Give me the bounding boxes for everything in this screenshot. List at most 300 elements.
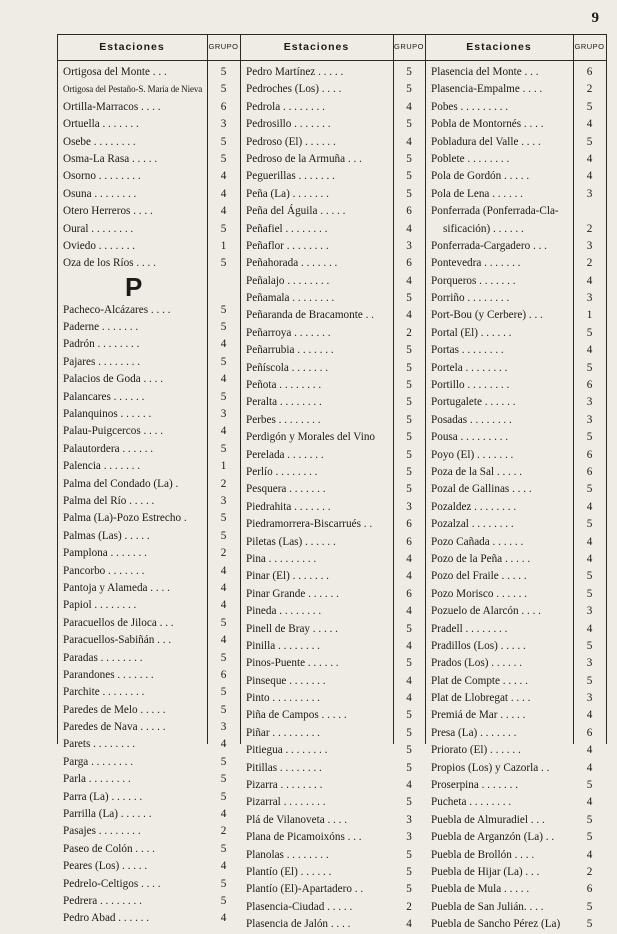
station-group: 5	[406, 292, 412, 305]
station-name: Portugalete . . . . . .	[431, 396, 516, 409]
station-name: Pina . . . . . . . . .	[246, 552, 317, 565]
stations-header: Estaciones	[466, 41, 532, 53]
station-group: 5	[220, 512, 227, 525]
column-divider	[57, 34, 58, 744]
station-group: 5	[406, 379, 412, 392]
station-group: 4	[220, 373, 227, 386]
station-group: 5	[220, 390, 227, 403]
station-name: Pedrelo-Celtigos . . . .	[63, 877, 161, 890]
station-group: 5	[406, 848, 412, 861]
station-name: Peñaranda de Bracamonte . .	[246, 309, 374, 322]
station-group: 1	[220, 239, 227, 252]
station-name: Pozalzal . . . . . . . .	[431, 518, 514, 531]
station-group: 3	[586, 413, 593, 426]
station-name: Puebla de Almuradiel . . .	[431, 813, 545, 826]
station-group: 5	[220, 321, 227, 334]
stations-header: Estaciones	[99, 41, 165, 53]
station-group: 4	[220, 860, 227, 873]
station-group: 4	[586, 274, 593, 287]
station-name: Plantío (El) . . . . . .	[246, 865, 332, 878]
station-name: Papiol . . . . . . . .	[63, 599, 137, 612]
station-name: Oza de los Ríos . . . .	[63, 257, 156, 270]
station-group: 5	[406, 726, 412, 739]
station-group: 5	[220, 686, 227, 699]
station-group: 4	[220, 599, 227, 612]
station-group: 4	[586, 152, 593, 165]
station-name: Puebla de San Julián. . . .	[431, 900, 544, 913]
station-name: Plantío (El)-Apartadero . .	[246, 883, 364, 896]
station-group: 5	[586, 587, 593, 600]
station-name: Pitiegua . . . . . . . .	[246, 744, 328, 757]
station-name: Piletas (Las) . . . . . .	[246, 535, 336, 548]
station-group: 5	[406, 483, 412, 496]
station-name: Parra (La) . . . . . .	[63, 790, 143, 803]
station-group: 4	[220, 581, 227, 594]
station-name: Premiá de Mar . . . . .	[431, 709, 526, 722]
station-group: 6	[586, 465, 593, 478]
station-group: 4	[406, 692, 412, 705]
station-name: Palmas (Las) . . . . .	[63, 529, 150, 542]
station-name: Peñarroya . . . . . . .	[246, 326, 331, 339]
station-group: 5	[406, 744, 412, 757]
station-name: Pinseque . . . . . . .	[246, 674, 326, 687]
station-name: Poyo (El) . . . . . . .	[431, 448, 514, 461]
station-group: 5	[406, 431, 412, 444]
station-name: Osebe . . . . . . . .	[63, 135, 136, 148]
station-name: Portillo . . . . . . . .	[431, 379, 510, 392]
station-group: 4	[220, 187, 227, 200]
station-name: Parrilla (La) . . . . . .	[63, 808, 152, 821]
station-group: 5	[220, 152, 227, 165]
station-name: Plana de Picamoixóns . . .	[246, 831, 362, 844]
station-group: 3	[586, 292, 593, 305]
station-group: 3	[406, 500, 412, 513]
station-group: 4	[220, 564, 227, 577]
station-name: Pobladura del Valle . . . .	[431, 135, 541, 148]
station-name: Ortilla-Marracos . . . .	[63, 100, 161, 113]
station-name: Pinos-Puente . . . . . .	[246, 657, 339, 670]
station-group: 2	[220, 547, 227, 560]
station-name: Peñaflor . . . . . . . .	[246, 239, 329, 252]
station-group: 5	[406, 170, 412, 183]
station-name: Piñar . . . . . . . . .	[246, 726, 320, 739]
station-group: 3	[586, 657, 593, 670]
station-group: 5	[406, 657, 412, 670]
station-name: Perbes . . . . . . . .	[246, 413, 321, 426]
station-name: Pizarra . . . . . . . .	[246, 779, 323, 792]
station-name: Pozuelo de Alarcón . . . .	[431, 605, 541, 618]
station-group: 5	[406, 361, 412, 374]
station-name: Pedroso (El) . . . . . .	[246, 135, 336, 148]
station-group: 5	[220, 703, 227, 716]
station-name: Pesquera . . . . . . .	[246, 483, 326, 496]
station-name: Peñíscola . . . . . . .	[246, 361, 329, 374]
station-name: Paracuellos-Sabiñán . . .	[63, 634, 172, 647]
station-group: 2	[586, 257, 593, 270]
station-group: 3	[586, 187, 593, 200]
station-group: 6	[406, 518, 412, 531]
station-name: Ortigosa del Pestaño-S. María de Nieva	[63, 84, 203, 95]
station-group: 5	[586, 813, 593, 826]
station-name: Perdigón y Morales del Vino	[246, 431, 376, 444]
station-name: Plasencia del Monte . . .	[431, 66, 539, 78]
station-group: 5	[220, 773, 227, 786]
station-group: 6	[406, 535, 412, 548]
station-group: 5	[406, 709, 412, 722]
station-name: Proserpina . . . . . . .	[431, 779, 519, 792]
station-name: Paderne . . . . . . .	[63, 321, 139, 334]
station-group: 5	[586, 918, 593, 931]
station-name: Pantoja y Alameda . . . .	[63, 581, 170, 594]
station-name: Priorato (El) . . . . . .	[431, 744, 521, 757]
station-group: 4	[406, 135, 412, 148]
station-name: Pousa . . . . . . . . .	[431, 431, 509, 444]
station-name: Plá de Vilanoveta . . . .	[246, 813, 348, 826]
station-group: 4	[586, 500, 593, 513]
station-name: Poblete . . . . . . . .	[431, 152, 510, 165]
station-name: Plat de Compte . . . . .	[431, 674, 528, 687]
station-group: 5	[220, 83, 227, 96]
station-group: 4	[220, 634, 227, 647]
station-name: Port-Bou (y Cerbere) . . .	[431, 309, 543, 322]
station-group: 4	[586, 796, 593, 809]
station-name: Pinar (El) . . . . . . .	[246, 570, 329, 583]
station-name: Paradas . . . . . . . .	[63, 651, 143, 664]
station-group: 4	[220, 205, 227, 218]
station-name: Parga . . . . . . . .	[63, 755, 134, 768]
station-name: Parchite . . . . . . . .	[63, 686, 145, 699]
station-group: 4	[406, 100, 412, 113]
station-group: 3	[586, 605, 593, 618]
station-group: 4	[406, 674, 412, 687]
station-name: Pucheta . . . . . . . .	[431, 796, 512, 809]
station-name: Peares (Los) . . . . .	[63, 860, 148, 873]
station-name: Portela . . . . . . . .	[431, 361, 508, 374]
station-group: 5	[220, 842, 227, 855]
station-name: Peña del Águila . . . . .	[246, 205, 346, 218]
station-group: 2	[220, 825, 227, 838]
station-group: 4	[406, 570, 412, 583]
station-group: 6	[586, 726, 593, 739]
station-name: Poza de la Sal . . . . .	[431, 465, 523, 478]
station-name: Pedro Martínez . . . . .	[246, 66, 344, 78]
stations-table	[57, 34, 607, 931]
station-group: 4	[220, 912, 227, 925]
station-name: Pedro Abad . . . . . .	[63, 912, 150, 925]
station-name: Peralta . . . . . . . .	[246, 396, 322, 409]
station-name: Otero Herreros . . . .	[63, 205, 153, 218]
station-group: 5	[586, 483, 593, 496]
station-group: 5	[586, 570, 593, 583]
station-group: 3	[220, 118, 227, 131]
station-group: 6	[406, 587, 412, 600]
station-name: Portas . . . . . . . .	[431, 344, 504, 357]
station-name: Pitillas . . . . . . . .	[246, 761, 322, 774]
station-group: 1	[586, 309, 593, 322]
station-group: 5	[220, 529, 227, 542]
station-group: 4	[586, 552, 593, 565]
station-name: Ortuella . . . . . . .	[63, 118, 139, 131]
station-name: Osma-La Rasa . . . . .	[63, 152, 158, 165]
station-group: 4	[406, 605, 412, 618]
station-group: 5	[406, 622, 412, 635]
station-group: 2	[406, 326, 412, 339]
station-name: Padrón . . . . . . . .	[63, 338, 140, 351]
station-group: 4	[406, 639, 412, 652]
station-name: Pradell . . . . . . . .	[431, 622, 508, 635]
station-name: Peñamala . . . . . . . .	[246, 292, 335, 305]
station-group: 5	[586, 518, 593, 531]
station-name: Peña (La) . . . . . . .	[246, 187, 329, 200]
station-name: Perlío . . . . . . . .	[246, 465, 318, 478]
column-divider	[240, 34, 241, 744]
station-name: Puebla de Arganzón (La) . .	[431, 831, 555, 844]
station-name: Pozo de la Peña . . . . .	[431, 552, 531, 565]
station-name: Peñafiel . . . . . . . .	[246, 222, 328, 235]
station-name: Oural . . . . . . . .	[63, 222, 134, 235]
station-name: Pozo Cañada . . . . . .	[431, 535, 524, 548]
station-name: Pacheco-Alcázares . . . .	[63, 303, 171, 316]
station-group: 5	[220, 616, 227, 629]
station-name: Pasajes . . . . . . . .	[63, 825, 141, 838]
station-name: Pajares . . . . . . . .	[63, 355, 141, 368]
station-group: 5	[586, 779, 593, 792]
station-group: 5	[220, 222, 227, 235]
station-name: Pola de Gordón . . . . .	[431, 170, 530, 183]
station-group: 5	[586, 674, 593, 687]
station-group: 3	[220, 721, 227, 734]
station-name: Pancorbo . . . . . . .	[63, 564, 145, 577]
station-name: Palanquinos . . . . . .	[63, 408, 152, 421]
station-group: 4	[220, 425, 227, 438]
station-group: 3	[406, 813, 412, 826]
station-name: Pedroches (Los) . . . .	[246, 83, 342, 96]
station-group: 5	[220, 303, 227, 316]
station-name: Paredes de Nava . . . . .	[63, 721, 166, 734]
station-group: 5	[220, 135, 227, 148]
station-name: Pozo del Fraile . . . . .	[431, 570, 527, 583]
station-name: Paseo de Colón . . . .	[63, 842, 155, 855]
station-name: Palma del Condado (La) .	[63, 477, 179, 490]
station-name: Parandones . . . . . . .	[63, 668, 154, 681]
station-name: Prados (Los) . . . . . .	[431, 657, 523, 670]
station-group: 2	[406, 900, 412, 913]
station-name: Pinto . . . . . . . . .	[246, 692, 320, 705]
station-group: 5	[586, 831, 593, 844]
station-group: 4	[406, 309, 412, 322]
station-name: Ortigosa del Monte . . .	[63, 66, 167, 78]
station-group: 4	[220, 338, 227, 351]
station-group: 6	[586, 448, 593, 461]
station-name: Piedramorrera-Biscarrués . .	[246, 518, 373, 531]
station-group: 5	[406, 396, 412, 409]
station-group: 4	[586, 848, 593, 861]
station-name: Palma del Río . . . . .	[63, 494, 155, 507]
station-name: Pontevedra . . . . . . .	[431, 257, 521, 270]
station-group: 5	[220, 877, 227, 890]
station-group: 5	[220, 355, 227, 368]
station-name: Paredes de Melo . . . . .	[63, 703, 166, 716]
station-group: 3	[586, 692, 593, 705]
station-name: Portal (El) . . . . . .	[431, 326, 512, 339]
column-divider	[606, 34, 607, 744]
station-name: sificación) . . . . . .	[443, 222, 524, 235]
station-group: 5	[220, 442, 227, 455]
stations-header: Estaciones	[283, 41, 350, 53]
station-name: Puebla de Sancho Pérez (La)	[431, 918, 561, 931]
station-group: 5	[220, 651, 227, 664]
station-name: Pradillos (Los) . . . . .	[431, 639, 526, 652]
station-group: 5	[406, 152, 412, 165]
station-name: Pinar Grande . . . . . .	[246, 587, 339, 600]
station-group: 3	[586, 239, 593, 252]
station-name: Piña de Campos . . . . .	[246, 709, 347, 722]
station-group: 5	[406, 865, 412, 878]
station-group: 6	[406, 205, 412, 218]
station-group: 4	[406, 779, 412, 792]
station-group: 2	[220, 477, 227, 490]
station-group: 4	[220, 170, 227, 183]
group-header: GRUPO	[208, 42, 239, 51]
station-group: 5	[406, 66, 412, 78]
station-group: 5	[406, 187, 412, 200]
station-name: Puebla de Mula . . . . .	[431, 883, 530, 896]
station-group: 5	[406, 448, 412, 461]
station-name: Pozo Morisco . . . . . .	[431, 587, 528, 600]
station-group: 4	[586, 761, 593, 774]
station-group: 5	[220, 790, 227, 803]
station-group: 6	[220, 100, 227, 113]
station-name: Pobla de Montornés . . . .	[431, 118, 544, 131]
station-name: Ponferrada (Ponferrada-Cla-	[431, 205, 559, 218]
station-name: Pedrosillo . . . . . . .	[246, 118, 331, 131]
station-group: 5	[586, 900, 593, 913]
station-group: 6	[586, 66, 593, 78]
station-name: Peñalajo . . . . . . . .	[246, 274, 330, 287]
header-rule	[57, 60, 607, 61]
station-name: Palancares . . . . . .	[63, 390, 145, 403]
station-name: Paracuellos de Jiloca . . .	[63, 616, 174, 629]
station-name: Osorno . . . . . . . .	[63, 170, 141, 183]
station-group: 5	[220, 755, 227, 768]
station-name: Peñota . . . . . . . .	[246, 379, 322, 392]
station-name: Palau-Puigcercos . . . .	[63, 425, 164, 438]
station-group: 4	[220, 738, 227, 751]
station-name: Palautordera . . . . . .	[63, 442, 154, 455]
group-header: GRUPO	[574, 42, 605, 51]
station-name: Osuna . . . . . . . .	[63, 187, 137, 200]
station-group: 5	[406, 344, 412, 357]
station-name: Perelada . . . . . . .	[246, 448, 324, 461]
station-name: Pineda . . . . . . . .	[246, 605, 322, 618]
station-group: 5	[220, 66, 227, 78]
station-group: 5	[406, 761, 412, 774]
station-group: 2	[586, 83, 593, 96]
station-name: Peñarrubia . . . . . . .	[246, 344, 334, 357]
station-name: Parla . . . . . . . .	[63, 773, 131, 786]
station-name: Peñahorada . . . . . . .	[246, 257, 338, 270]
station-name: Palencia . . . . . . .	[63, 460, 141, 473]
station-group: 5	[406, 83, 412, 96]
station-group: 6	[586, 379, 593, 392]
station-name: Posadas . . . . . . . .	[431, 413, 512, 426]
station-group: 4	[406, 918, 412, 931]
station-group: 5	[586, 135, 593, 148]
station-name: Pobes . . . . . . . . .	[431, 100, 509, 113]
station-group: 3	[220, 494, 227, 507]
station-name: Plasencia de Jalón . . . .	[246, 918, 351, 931]
station-group: 5	[586, 639, 593, 652]
station-group: 2	[586, 865, 593, 878]
station-group: 6	[406, 257, 412, 270]
station-group: 4	[586, 709, 593, 722]
station-name: Pedroso de la Armuña . . .	[246, 152, 362, 165]
station-name: Presa (La) . . . . . . .	[431, 726, 517, 739]
station-name: Pola de Lena . . . . . .	[431, 187, 523, 200]
station-name: Ponferrada-Cargadero . . .	[431, 239, 547, 252]
station-name: Pinilla . . . . . . . .	[246, 639, 320, 652]
station-group: 5	[406, 413, 412, 426]
station-name: Pedrola . . . . . . . .	[246, 100, 325, 113]
station-group: 5	[406, 465, 412, 478]
station-group: 4	[406, 274, 412, 287]
station-group: 4	[406, 552, 412, 565]
section-letter-label: P	[125, 272, 143, 302]
station-name: Puebla de Brollón . . . .	[431, 848, 535, 861]
station-name: Plasencia-Empalme . . . .	[431, 83, 543, 96]
station-name: Pizarral . . . . . . . .	[246, 796, 326, 809]
station-name: Plat de Llobregat . . . .	[431, 692, 531, 705]
station-name: Palma (La)-Pozo Estrecho .	[63, 512, 187, 525]
station-name: Peguerillas . . . . . . .	[246, 170, 335, 183]
station-name: Porqueros . . . . . . .	[431, 274, 516, 287]
station-group: 3	[406, 831, 412, 844]
station-name: Parets . . . . . . . .	[63, 738, 136, 751]
station-group: 5	[586, 361, 593, 374]
station-name: Pozal de Gallinas . . . .	[431, 483, 532, 496]
station-group: 5	[586, 326, 593, 339]
station-name: Piedrahita . . . . . . .	[246, 500, 331, 513]
station-group: 4	[586, 744, 593, 757]
station-name: Porriño . . . . . . . .	[431, 292, 510, 305]
station-group: 4	[586, 344, 593, 357]
station-group: 5	[220, 257, 227, 270]
station-name: Planolas . . . . . . . .	[246, 848, 329, 861]
station-group: 5	[586, 100, 593, 113]
station-name: Plasencia-Ciudad . . . . .	[246, 900, 353, 913]
station-group: 5	[406, 883, 412, 896]
station-group: 3	[406, 239, 412, 252]
station-group: 5	[406, 796, 412, 809]
station-group: 5	[406, 118, 412, 131]
station-group: 4	[586, 170, 593, 183]
group-header: GRUPO	[393, 42, 424, 51]
station-group: 6	[586, 883, 593, 896]
station-group: 2	[586, 222, 593, 235]
station-name: Pozaldez . . . . . . . .	[431, 500, 517, 513]
station-group: 4	[586, 535, 593, 548]
station-name: Pedrera . . . . . . . .	[63, 894, 142, 907]
station-group: 5	[220, 894, 227, 907]
station-group: 4	[406, 222, 412, 235]
station-name: Pamplona . . . . . . .	[63, 547, 147, 560]
column-divider	[425, 34, 426, 744]
station-group: 4	[220, 808, 227, 821]
station-name: Palacios de Goda . . . .	[63, 373, 164, 386]
station-group: 6	[220, 668, 227, 681]
station-group: 5	[586, 431, 593, 444]
station-group: 1	[220, 460, 227, 473]
